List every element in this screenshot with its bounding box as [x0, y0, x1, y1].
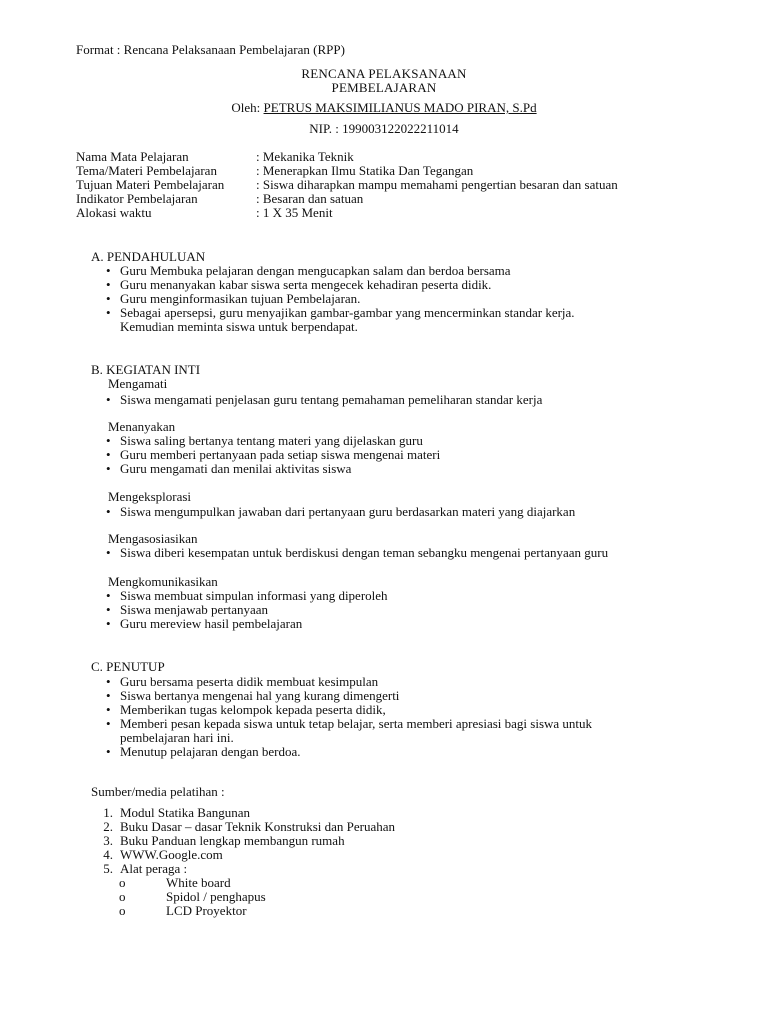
list-item: • Guru mengamati dan menilai aktivitas siswa	[106, 461, 352, 476]
list-item: • Siswa mengumpulkan jawaban dari pertanyaan guru berdasarkan materi yang diajarkan	[106, 504, 576, 519]
bullet-icon: •	[106, 588, 111, 603]
info-value: : Menerapkan Ilmu Statika Dan Tegangan	[256, 163, 474, 178]
subheading-mengasosiasikan: Mengasosiasikan	[108, 531, 198, 546]
list-item: • Sebagai apersepsi, guru menyajikan gambar-gambar yang mencerminkan standar kerja.	[106, 305, 575, 320]
info-row	[76, 178, 618, 192]
info-label: Indikator Pembelajaran	[76, 191, 198, 206]
circle-bullet-icon: o	[119, 889, 126, 904]
list-item-continuation: Kemudian meminta siswa untuk berpendapat.	[120, 319, 358, 334]
bullet-icon: •	[106, 461, 111, 476]
bullet-icon: •	[106, 674, 111, 689]
title-line-2: PEMBELAJARAN	[331, 80, 437, 95]
info-label: Nama Mata Pelajaran	[76, 149, 189, 164]
list-item: • Guru mereview hasil pembelajaran	[106, 616, 303, 631]
document-page: Format : Rencana Pelaksanaan Pembelajaran (RPP) RENCANA PELAKSANAAN PEMBELAJARAN Oleh: PETRUS MAKSIMILIANUS MADO PIRAN, S.Pd NIP. : 199003122022211014 Nama Mata Pelajaran : Mekanika Teknik Tema/Materi Pembelajaran : Menerapkan Ilmu Statika Dan Tegangan Tujuan Materi Pembelajaran : Siswa diharapkan mampu memahami pengertian besaran dan satuan Indikator Pembelajaran : Besaran dan satuan Alokasi waktu : 1 X 35 Menit A. PENDAHULUAN • Guru Membuka pelajaran dengan mengucapkan salam dan berdoa bersama • Guru menanyakan kabar siswa serta mengecek kehadiran peserta didik. • Guru menginformasikan tujuan Pembelajaran. • Sebagai apersepsi, guru menyajikan gambar-gambar yang mencerminkan standar kerja. Kemudian meminta siswa untuk berpendapat. B. KEGIATAN INTI Mengamati • Siswa mengamati penjelasan guru tentang pemahaman pemeliharan standar kerja Menanyakan • Siswa saling bertanya tentang materi yang dijelaskan guru • Guru memberi pertanyaan pada setiap siswa mengenai materi • Guru mengamati dan menilai aktivitas siswa Mengeksplorasi • Siswa mengumpulkan jawaban dari pertanyaan guru berdasarkan materi yang diajarkan Mengasosiasikan • Siswa diberi kesempatan untuk berdiskusi dengan teman sebangku mengenai pertanyaan guru Mengkomunikasikan • Siswa membuat simpulan informasi yang diperoleh • Siswa menjawab pertanyaan • Guru mereview hasil pembelajaran C. PENUTUP • Guru bersama peserta didik membuat kesimpulan • Siswa bertanya mengenai hal yang kurang dimengerti • Memberikan tugas kelompok kepada peserta didik, • Memberi pesan kepada siswa untuk tetap belajar, serta memberi apresiasi bagi siswa untuk pembelajaran hari ini. • Menutup pelajaran dengan berdoa. Sumber/media pelatihan : 1. Modul Statika Bangunan 2. Buku Dasar – dasar Teknik Konstruksi dan Peruahan 3. Buku Panduan lengkap membangun rumah 4. WWW.Google.com 5. Alat peraga : o White board o Spidol / penghapus o LCD Proyektor	[0, 0, 768, 1024]
author-name: PETRUS MAKSIMILIANUS MADO PIRAN, S.Pd	[263, 100, 537, 115]
list-item: • Siswa saling bertanya tentang materi yang dijelaskan guru	[106, 433, 423, 448]
list-item: • Siswa membuat simpulan informasi yang diperoleh	[106, 588, 388, 603]
bullet-icon: •	[106, 263, 111, 278]
info-label: Tema/Materi Pembelajaran	[76, 163, 217, 178]
author-line	[0, 101, 768, 115]
section-a-heading: A. PENDAHULUAN	[91, 249, 206, 264]
list-item: • Guru Membuka pelajaran dengan mengucapkan salam dan berdoa bersama	[106, 263, 511, 278]
bullet-icon: •	[106, 716, 111, 731]
info-value: : Besaran dan satuan	[256, 191, 364, 206]
bullet-icon: •	[106, 447, 111, 462]
nip-line: NIP. : 199003122022211014	[309, 121, 459, 136]
numbered-item: 3. Buku Panduan lengkap membangun rumah	[103, 833, 345, 848]
bullet-icon: •	[106, 545, 111, 560]
list-item: • Menutup pelajaran dengan berdoa.	[106, 744, 301, 759]
bullet-icon: •	[106, 433, 111, 448]
bullet-icon: •	[106, 688, 111, 703]
bullet-icon: •	[106, 305, 111, 320]
list-item: • Guru memberi pertanyaan pada setiap siswa mengenai materi	[106, 447, 441, 462]
list-item: • Guru menginformasikan tujuan Pembelajaran.	[106, 291, 361, 306]
info-row	[76, 192, 363, 206]
list-item: • Siswa mengamati penjelasan guru tentang pemahaman pemeliharan standar kerja	[106, 392, 543, 407]
list-item: • Guru menanyakan kabar siswa serta mengecek kehadiran peserta didik.	[106, 277, 492, 292]
info-value: : Mekanika Teknik	[256, 149, 354, 164]
list-item: • Memberikan tugas kelompok kepada peserta didik,	[106, 702, 386, 717]
numbered-item: 1. Modul Statika Bangunan	[103, 805, 250, 820]
circle-bullet-icon: o	[119, 875, 126, 890]
info-row	[76, 150, 354, 164]
bullet-icon: •	[106, 702, 111, 717]
list-item-continuation: pembelajaran hari ini.	[120, 730, 234, 745]
list-item: • Memberi pesan kepada siswa untuk tetap belajar, serta memberi apresiasi bagi siswa untuk	[106, 716, 593, 731]
bullet-icon: •	[106, 291, 111, 306]
sumber-heading: Sumber/media pelatihan :	[91, 784, 225, 799]
bullet-icon: •	[106, 616, 111, 631]
bullet-icon: •	[106, 504, 111, 519]
title-line-1: RENCANA PELAKSANAAN	[301, 66, 467, 81]
bullet-icon: •	[106, 744, 111, 759]
numbered-item: 4. WWW.Google.com	[103, 847, 223, 862]
info-label: Alokasi waktu	[76, 205, 152, 220]
subheading-mengeksplorasi: Mengeksplorasi	[108, 489, 192, 504]
info-value: : 1 X 35 Menit	[256, 205, 333, 220]
list-item: • Siswa diberi kesempatan untuk berdiskusi dengan teman sebangku mengenai pertanyaan guru	[106, 545, 609, 560]
subheading-menanyakan: Menanyakan	[108, 419, 176, 434]
info-label: Tujuan Materi Pembelajaran	[76, 177, 225, 192]
circle-bullet-icon: o	[119, 903, 126, 918]
info-value: : Siswa diharapkan mampu memahami pengertian besaran dan satuan	[256, 177, 618, 192]
list-item: • Guru bersama peserta didik membuat kesimpulan	[106, 674, 379, 689]
subheading-mengamati: Mengamati	[108, 376, 168, 391]
numbered-item: 2. Buku Dasar – dasar Teknik Konstruksi dan Peruahan	[103, 819, 396, 834]
author-prefix: Oleh:	[231, 100, 264, 115]
numbered-item: 5. Alat peraga :	[103, 861, 188, 876]
info-row	[76, 206, 333, 220]
list-item: • Siswa menjawab pertanyaan	[106, 602, 269, 617]
list-item: • Siswa bertanya mengenai hal yang kurang dimengerti	[106, 688, 400, 703]
bullet-icon: •	[106, 392, 111, 407]
section-b-heading: B. KEGIATAN INTI	[91, 362, 201, 377]
info-row	[76, 164, 473, 178]
section-c-heading: C. PENUTUP	[91, 659, 165, 674]
bullet-icon: •	[106, 602, 111, 617]
subheading-mengkomunikasikan: Mengkomunikasikan	[108, 574, 218, 589]
format-line: Format : Rencana Pelaksanaan Pembelajaran (RPP)	[76, 42, 345, 57]
bullet-icon: •	[106, 277, 111, 292]
